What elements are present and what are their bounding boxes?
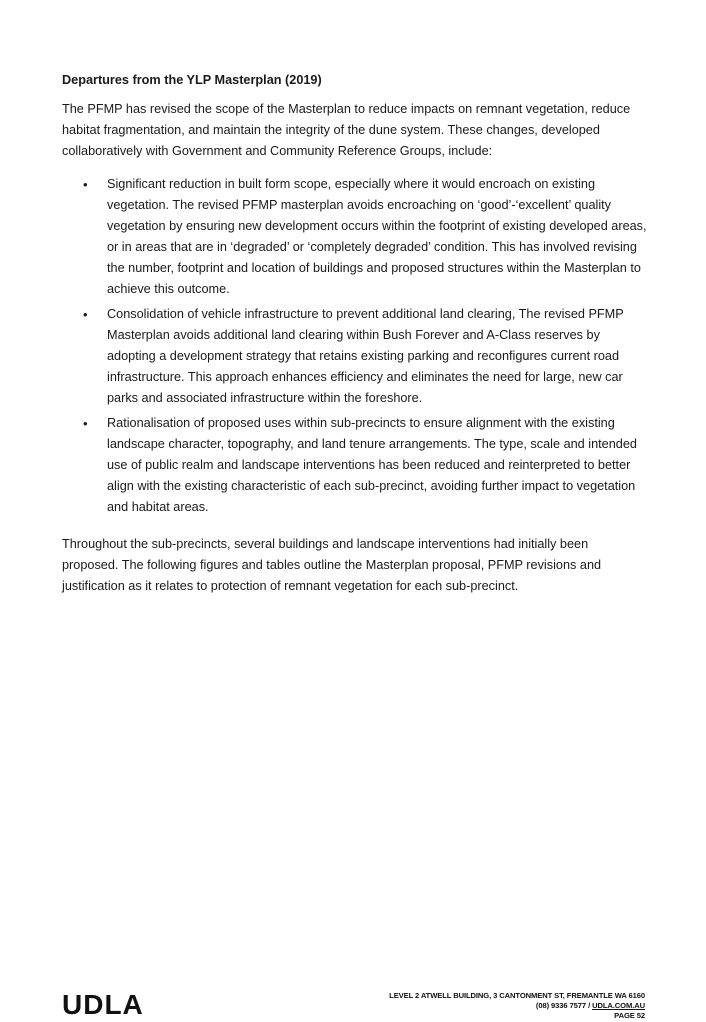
bullet-icon: • xyxy=(83,177,88,192)
bullet-item-vehicle-infrastructure xyxy=(62,304,648,409)
bullet-icon: • xyxy=(83,307,88,322)
closing-paragraph: Throughout the sub-precincts, several buildings and landscape interventions had initially been proposed. The following figures and tables outline the Masterplan proposal, PFMP revisions and justification as it relates to protection of remnant vegetation for each sub-precinct. xyxy=(62,537,602,593)
bullet-icon: • xyxy=(83,416,88,431)
section-heading: Departures from the YLP Masterplan (2019) xyxy=(62,73,322,87)
bullet-list xyxy=(62,174,648,518)
page-number: PAGE 52 xyxy=(614,1011,645,1020)
footer-info xyxy=(389,991,645,1021)
footer-separator: / xyxy=(588,1001,591,1010)
footer-address: LEVEL 2 ATWELL BUILDING, 3 CANTONMENT ST, FREMANTLE WA 6160 xyxy=(389,991,645,1000)
bullet-text: Consolidation of vehicle infrastructure to prevent additional land clearing, The revised PFMP Masterplan avoids additional land clearing within Bush Forever and A-Class reserves by adopting a development strategy that retains existing parking and reconfigures current road infrastructure. This approach enhances efficiency and eliminates the need for large, new car parks and associated infrastructure within the foreshore. xyxy=(107,307,624,405)
bullet-item-built-form xyxy=(62,174,648,300)
footer-website-link[interactable]: UDLA.COM.AU xyxy=(592,1001,645,1010)
bullet-text: Significant reduction in built form scope, especially where it would encroach on existing vegetation. The revised PFMP masterplan avoids encroaching on ‘good’-‘excellent’ quality vegetation by ensuring new development occurs within the footprint of existing developed areas, or in areas that are in ‘degraded’ or ‘completely degraded’ condition. This has involved revising the number, footprint and location of buildings and proposed structures within the Masterplan to achieve this outcome. xyxy=(107,177,647,296)
bullet-item-rationalisation xyxy=(62,413,648,518)
intro-paragraph: The PFMP has revised the scope of the Masterplan to reduce impacts on remnant vegetation, reduce habitat fragmentation, and maintain the integrity of the dune system. These changes, developed collaboratively with Government and Community Reference Groups, include: xyxy=(62,102,631,158)
footer-contact xyxy=(389,1001,645,1011)
footer-phone: (08) 9336 7577 xyxy=(535,1001,587,1010)
page-content xyxy=(62,70,648,597)
udla-logo: UDLA xyxy=(62,989,144,1020)
bullet-text: Rationalisation of proposed uses within sub-precincts to ensure alignment with the existing landscape character, topography, and land tenure arrangements. The type, scale and intended use of public realm and landscape interventions has been reduced and reinterpreted to better align with the existing characteristic of each sub-precinct, avoiding further impact to vegetation and habitat areas. xyxy=(107,416,637,514)
